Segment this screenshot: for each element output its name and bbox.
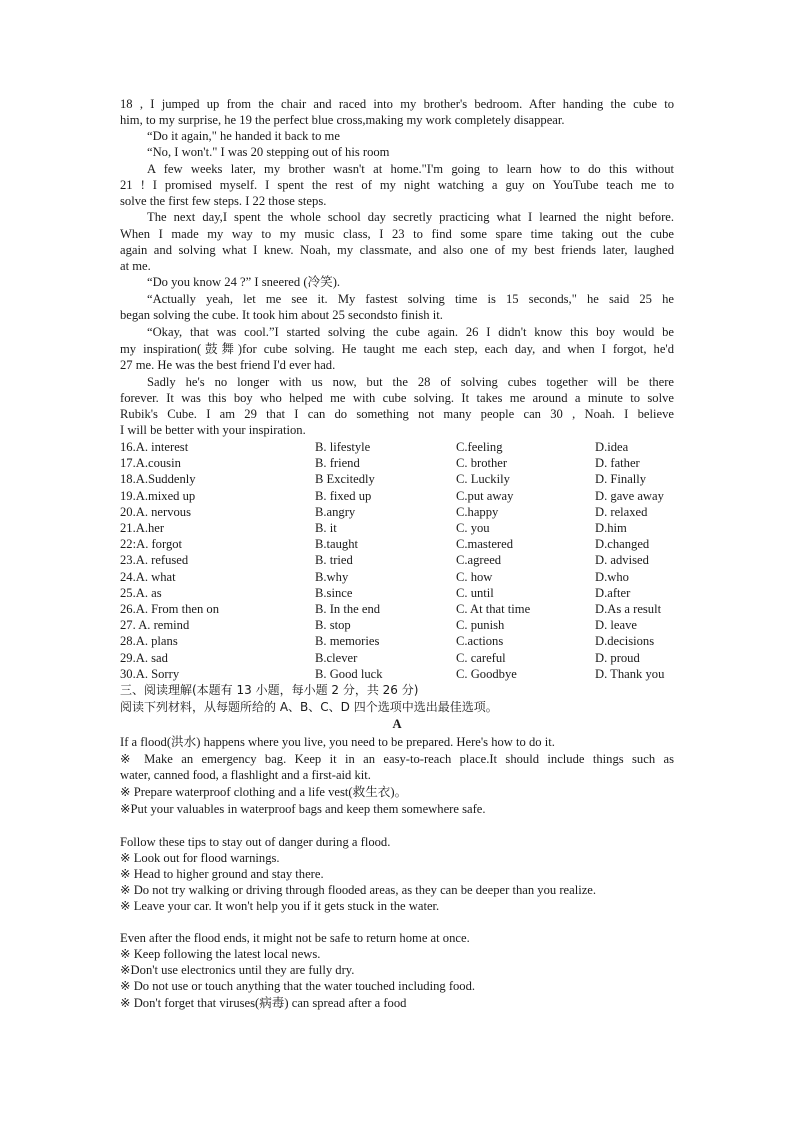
story-line: A few weeks later, my brother wasn't at home."I'm going to learn how to do this without bbox=[147, 162, 674, 176]
story-line: Sadly he's no longer with us now, but the 28 of solving cubes together will be there bbox=[147, 375, 674, 389]
story-line: “No, I won't." I was 20 stepping out of his room bbox=[147, 145, 390, 159]
option-a: 20.A. nervous bbox=[120, 504, 192, 519]
passage-line: Even after the flood ends, it might not be safe to return home at once. bbox=[120, 931, 470, 945]
option-a: 21.A.her bbox=[120, 521, 165, 535]
story-line: “Actually yeah, let me see it. My fastest solving time is 15 seconds," he said 25 he bbox=[147, 292, 674, 306]
option-row bbox=[120, 439, 680, 455]
option-d: D.him bbox=[595, 521, 627, 535]
option-c: C.agreed bbox=[456, 553, 502, 568]
option-a: 23.A. refused bbox=[120, 553, 189, 568]
option-c: C.happy bbox=[456, 504, 499, 519]
option-b: B. friend bbox=[315, 456, 360, 471]
option-c: C. brother bbox=[456, 456, 508, 471]
option-row bbox=[120, 633, 680, 649]
story-line: solve the first few steps. I 22 those steps. bbox=[120, 194, 327, 208]
option-c: C. Luckily bbox=[456, 472, 510, 487]
passage-line: ※ Prepare waterproof clothing and a life vest(救生衣)。 bbox=[120, 785, 408, 799]
section-heading: 三、阅读理解(本题有 13 小题，每小题 2 分，共 26 分) bbox=[120, 683, 419, 697]
story-line: When I made my way to my music class, I 23 to find some spare time taking out the cube bbox=[120, 227, 674, 241]
option-c: C. how bbox=[456, 569, 493, 584]
option-d: D. relaxed bbox=[595, 504, 648, 519]
passage-line: ※ Leave your car. It won't help you if it gets stuck in the water. bbox=[120, 899, 440, 913]
option-d: D. Finally bbox=[595, 472, 647, 487]
passage-line: ※ Make an emergency bag. Keep it in an easy-to-reach place.It should include things such as bbox=[120, 752, 674, 766]
option-b: B.clever bbox=[315, 650, 358, 665]
option-c: C.actions bbox=[456, 634, 504, 649]
option-row bbox=[120, 569, 680, 585]
story-line: him, to my surprise, he 19 the perfect blue cross,making my work completely disappear. bbox=[120, 113, 565, 127]
option-b: B. tried bbox=[315, 553, 353, 568]
passage-line: If a flood(洪水) happens where you live, you need to be prepared. Here's how to do it. bbox=[120, 735, 555, 749]
passage-line: ※Don't use electronics until they are fully dry. bbox=[120, 963, 355, 977]
option-b: B Excitedly bbox=[315, 472, 375, 487]
option-d: D.As a result bbox=[595, 602, 662, 616]
option-c: C. until bbox=[456, 585, 494, 600]
option-d: D.after bbox=[595, 585, 631, 600]
passage-line: ※ Do not use or touch anything that the water touched including food. bbox=[120, 979, 476, 993]
story-line: at me. bbox=[120, 259, 151, 273]
story-line: again and solving what I knew. Noah, my classmate, and also one of my best friends later, laughed bbox=[120, 243, 674, 257]
option-b: B.taught bbox=[315, 537, 359, 552]
option-b: B. it bbox=[315, 521, 337, 535]
passage-line: ※ Don't forget that viruses(病毒) can spread after a food bbox=[120, 996, 407, 1010]
option-d: D.changed bbox=[595, 537, 650, 552]
option-row bbox=[120, 552, 680, 568]
option-c: C.mastered bbox=[456, 537, 514, 552]
passage-line: ※Put your valuables in waterproof bags and keep them somewhere safe. bbox=[120, 802, 486, 816]
story-line: 27 me. He was the best friend I'd ever had. bbox=[120, 358, 336, 372]
option-a: 27. A. remind bbox=[120, 618, 190, 633]
option-row bbox=[120, 520, 680, 536]
story-line: The next day,I spent the whole school day secretly practicing what I learned the night before. bbox=[147, 210, 674, 224]
story-line: “Do it again," he handed it back to me bbox=[147, 129, 340, 143]
passage-line: water, canned food, a flashlight and a first-aid kit. bbox=[120, 768, 371, 782]
section-instruction: 阅读下列材料，从每题所给的 A、B、C、D 四个选项中选出最佳选项。 bbox=[120, 700, 498, 714]
option-c: C. At that time bbox=[456, 602, 531, 616]
option-b: B. lifestyle bbox=[315, 440, 371, 454]
passage-line: ※ Keep following the latest local news. bbox=[120, 947, 321, 961]
option-a: 22:A. forgot bbox=[120, 537, 183, 552]
passage-line: ※ Look out for flood warnings. bbox=[120, 851, 280, 865]
option-b: B.since bbox=[315, 585, 353, 600]
option-d: D. father bbox=[595, 456, 640, 471]
option-d: D. proud bbox=[595, 650, 640, 665]
story-line: began solving the cube. It took him about 25 secondsto finish it. bbox=[120, 308, 443, 322]
option-a: 24.A. what bbox=[120, 569, 176, 584]
option-row bbox=[120, 666, 680, 682]
option-row bbox=[120, 455, 680, 471]
option-a: 26.A. From then on bbox=[120, 602, 219, 616]
option-b: B. memories bbox=[315, 634, 380, 649]
option-b: B. fixed up bbox=[315, 488, 372, 503]
option-c: C. Goodbye bbox=[456, 666, 517, 681]
option-c: C. careful bbox=[456, 650, 506, 665]
story-line: forever. It was this boy who helped me with cube solving. It takes me around a minute to solve bbox=[120, 391, 674, 405]
option-c: C.feeling bbox=[456, 440, 503, 454]
option-c: C. you bbox=[456, 521, 490, 535]
option-row bbox=[120, 536, 680, 552]
option-d: D. advised bbox=[595, 553, 649, 568]
option-row bbox=[120, 488, 680, 504]
option-row bbox=[120, 617, 680, 633]
option-c: C. punish bbox=[456, 618, 505, 633]
option-a: 17.A.cousin bbox=[120, 456, 181, 471]
passage-line: ※ Do not try walking or driving through flooded areas, as they can be deeper than you realize. bbox=[120, 883, 597, 897]
story-line: “Do you know 24 ?” I sneered (冷笑). bbox=[147, 275, 341, 289]
passage-label: A bbox=[392, 717, 402, 731]
option-a: 25.A. as bbox=[120, 585, 162, 600]
story-line: 18 , I jumped up from the chair and raced into my brother's bedroom. After handing the cube to bbox=[120, 97, 674, 111]
story-line: 21 ! I promised myself. I spent the rest of my night watching a guy on YouTube teach me to bbox=[120, 178, 674, 192]
story-line: “Okay, that was cool.”I started solving the cube again. 26 I didn't know this boy would be bbox=[147, 325, 674, 339]
option-row bbox=[120, 504, 680, 520]
story-line: Rubik's Cube. I am 29 that I can do something not many people can 30 , Noah. I believe bbox=[120, 407, 674, 421]
option-d: D. Thank you bbox=[595, 666, 665, 681]
option-a: 16.A. interest bbox=[120, 440, 189, 454]
option-b: B.why bbox=[315, 569, 349, 584]
option-row bbox=[120, 585, 680, 601]
option-a: 28.A. plans bbox=[120, 634, 178, 649]
option-a: 19.A.mixed up bbox=[120, 488, 196, 503]
option-c: C.put away bbox=[456, 488, 514, 503]
option-b: B. Good luck bbox=[315, 666, 383, 681]
option-b: B. stop bbox=[315, 618, 351, 633]
story-line: my inspiration(鼓舞)for cube solving. He taught me each step, each day, and when I forgot, he'd bbox=[120, 342, 674, 356]
passage-line: Follow these tips to stay out of danger during a flood. bbox=[120, 835, 391, 849]
story-line: I will be better with your inspiration. bbox=[120, 423, 306, 437]
option-row bbox=[120, 471, 680, 487]
option-d: D.decisions bbox=[595, 634, 655, 649]
option-b: B. In the end bbox=[315, 602, 381, 616]
option-d: D.who bbox=[595, 569, 629, 584]
option-row bbox=[120, 650, 680, 666]
option-a: 18.A.Suddenly bbox=[120, 472, 196, 487]
option-a: 29.A. sad bbox=[120, 650, 168, 665]
option-b: B.angry bbox=[315, 504, 356, 519]
option-d: D.idea bbox=[595, 440, 629, 454]
passage-line: ※ Head to higher ground and stay there. bbox=[120, 867, 324, 881]
option-d: D. leave bbox=[595, 618, 637, 633]
option-a: 30.A. Sorry bbox=[120, 666, 180, 681]
option-d: D. gave away bbox=[595, 488, 664, 503]
option-row bbox=[120, 601, 680, 617]
